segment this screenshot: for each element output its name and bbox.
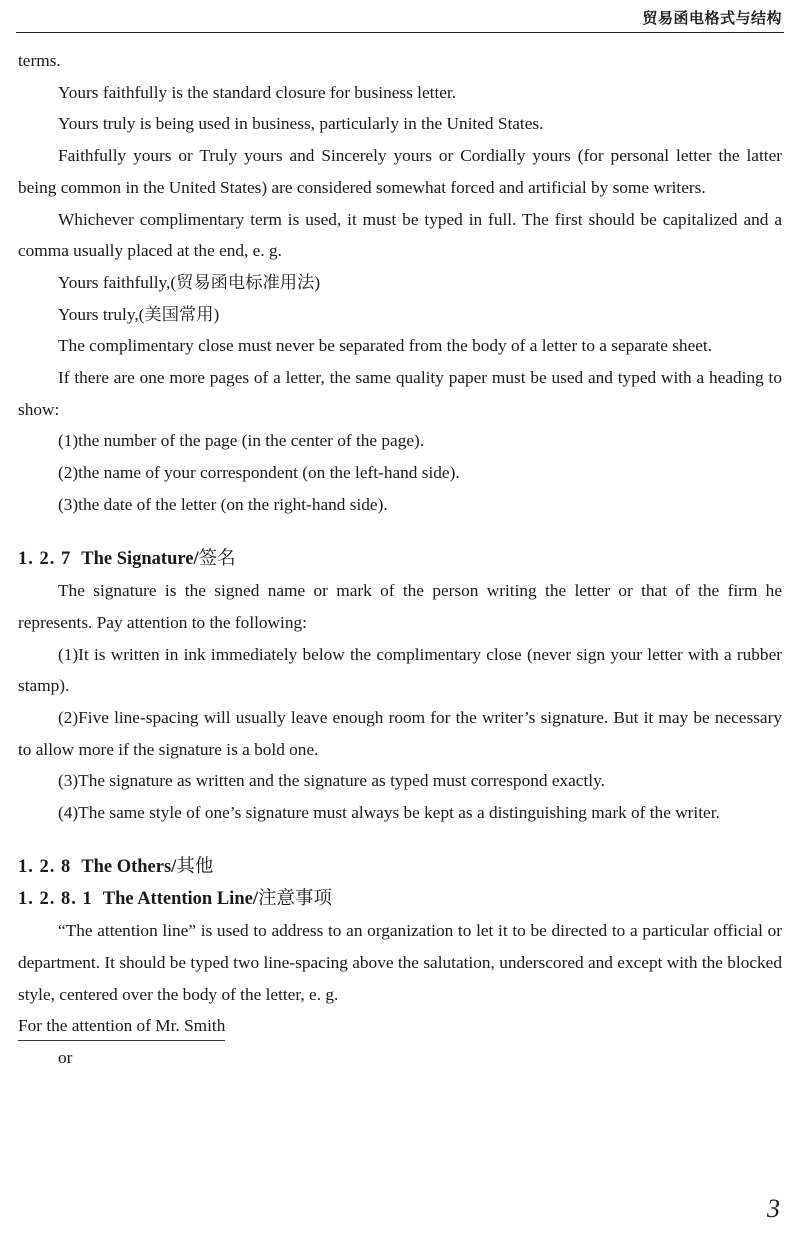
section-heading-1-2-8-1 bbox=[18, 884, 782, 916]
paragraph: Yours truly,(美国常用) bbox=[58, 304, 220, 324]
section-title-cn: 注意事项 bbox=[257, 888, 332, 909]
paragraph: Yours truly is being used in business, particularly in the United States. bbox=[58, 114, 544, 134]
list-item: (4)The same style of one’s signature must always be kept as a distinguishing mark of the writer. bbox=[58, 803, 720, 823]
section-number: 1. 2. 7 bbox=[18, 548, 72, 569]
section-title: The Signature/ bbox=[81, 548, 199, 569]
running-title: 贸易函电格式与结构 bbox=[642, 9, 782, 27]
paragraph: terms. bbox=[18, 51, 61, 70]
section-heading-1-2-8 bbox=[18, 852, 782, 884]
list-item: (2)the name of your correspondent (on the left-hand side). bbox=[58, 463, 460, 483]
paragraph: The signature is the signed name or mark of the person writing the letter or that of the firm he represents. Pay attention to the following: bbox=[18, 581, 782, 632]
section-title: The Attention Line/ bbox=[102, 888, 258, 909]
section-spacer bbox=[18, 829, 782, 852]
example-attention-line: For the attention of Mr. Smith bbox=[18, 1011, 225, 1041]
section-number: 1. 2. 8 bbox=[18, 856, 72, 877]
section-title-cn: 签名 bbox=[198, 548, 236, 569]
section-title-cn: 其他 bbox=[176, 856, 214, 877]
paragraph: Yours faithfully,(贸易函电标准用法) bbox=[58, 272, 321, 292]
section-number: 1. 2. 8. 1 bbox=[18, 888, 93, 909]
paragraph: “The attention line” is used to address to an organization to let it to be directed to a particular official or department. It should be typed two line-spacing above the salutation, underscored and except with the blocked style, centered over the body of the letter, e. g. bbox=[18, 921, 782, 1004]
page-body bbox=[18, 45, 782, 1074]
section-spacer bbox=[18, 521, 782, 544]
paragraph: Faithfully yours or Truly yours and Sincerely yours or Cordially yours (for personal letter the latter being common in the United States) are considered somewhat forced and artificial by some writers. bbox=[18, 146, 782, 197]
list-item: (3)The signature as written and the signature as typed must correspond exactly. bbox=[58, 771, 605, 791]
list-item: (1)It is written in ink immediately below the complimentary close (never sign your letter with a rubber stamp). bbox=[18, 644, 782, 696]
list-item: (1)the number of the page (in the center of the page). bbox=[58, 431, 425, 451]
paragraph: Yours faithfully is the standard closure for business letter. bbox=[58, 82, 457, 102]
paragraph: If there are one more pages of a letter, the same quality paper must be used and typed with a heading to show: bbox=[18, 368, 782, 419]
paragraph: Whichever complimentary term is used, it must be typed in full. The first should be capitalized and a comma usually placed at the end, e. g. bbox=[18, 209, 782, 261]
header-rule bbox=[16, 32, 784, 33]
section-heading-1-2-7 bbox=[18, 544, 782, 576]
section-title: The Others/ bbox=[81, 856, 177, 877]
list-item: (3)the date of the letter (on the right-hand side). bbox=[58, 494, 388, 514]
page-number: 3 bbox=[767, 1194, 780, 1223]
paragraph: The complimentary close must never be separated from the body of a letter to a separate sheet. bbox=[58, 336, 713, 356]
paragraph: or bbox=[58, 1048, 73, 1068]
page-header bbox=[0, 0, 800, 36]
list-item: (2)Five line-spacing will usually leave enough room for the writer’s signature. But it may be necessary to allow more if the signature is a bold one. bbox=[18, 708, 782, 759]
